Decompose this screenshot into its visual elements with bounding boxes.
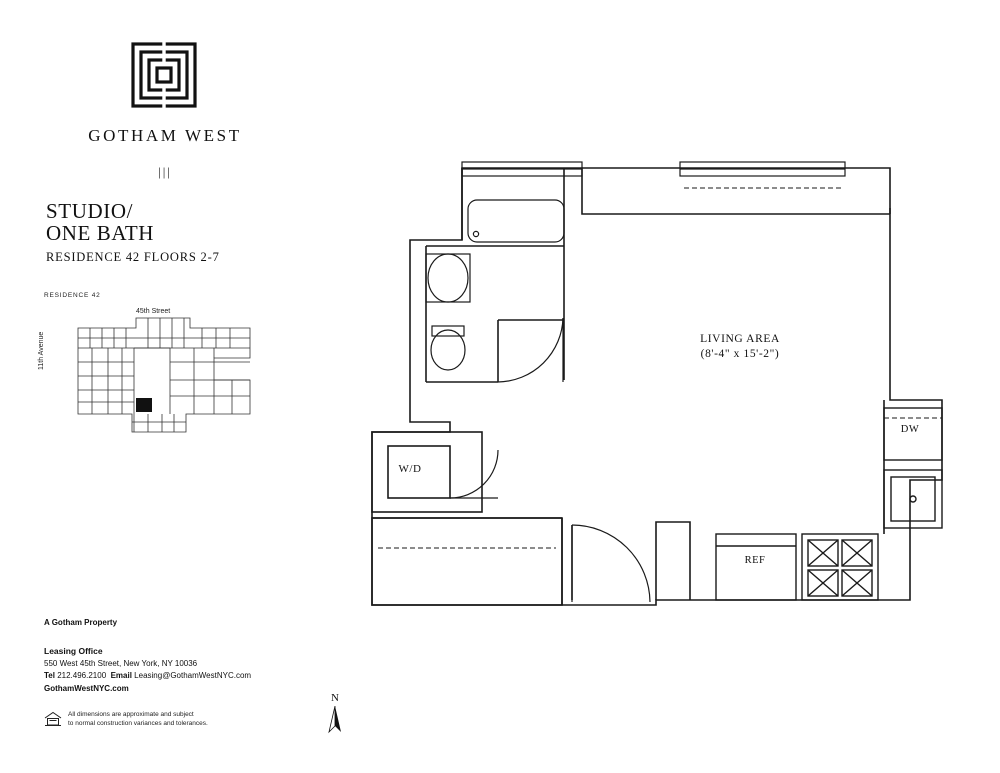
website-link[interactable]: GothamWestNYC.com xyxy=(44,683,129,693)
brand-name: GOTHAM WEST xyxy=(88,126,242,145)
key-plan-title: RESIDENCE 42 xyxy=(44,292,101,299)
unit-type-line1: STUDIO/ xyxy=(46,199,134,223)
property-note: A Gotham Property xyxy=(44,618,118,627)
key-plan-diagram xyxy=(74,314,274,444)
disclaimer-line1: All dimensions are approximate and subject xyxy=(68,711,194,718)
key-plan-unit-highlight xyxy=(136,398,152,412)
key-plan-avenue-label: 11th Avenue xyxy=(38,331,45,370)
divider-mark: ||| xyxy=(158,164,172,179)
dishwasher-label: DW xyxy=(900,424,920,435)
tel-value: 212.496.2100 xyxy=(57,671,107,680)
unit-type-line2: ONE BATH xyxy=(46,221,155,245)
living-area-title: LIVING AREA xyxy=(700,333,780,345)
key-plan-street-label: 45th Street xyxy=(136,308,171,315)
tel-label: Tel xyxy=(44,671,55,680)
leasing-address: 550 West 45th Street, New York, NY 10036 xyxy=(44,658,198,668)
refrigerator-label: REF xyxy=(744,555,766,566)
leasing-office-block xyxy=(44,645,251,695)
leasing-office-header: Leasing Office xyxy=(44,646,103,656)
washer-dryer-label: W/D xyxy=(398,463,422,475)
compass xyxy=(318,692,352,734)
email-label: Email xyxy=(110,671,132,680)
unit-type xyxy=(46,200,154,244)
floor-plan-drawing xyxy=(350,150,980,630)
equal-housing-opportunity-icon xyxy=(44,711,62,727)
nested-squares-logo-icon xyxy=(131,42,197,108)
living-area-dimensions: (8'-4" x 15'-2") xyxy=(700,348,780,360)
residence-floors-label: RESIDENCE 42 FLOORS 2-7 xyxy=(46,250,220,264)
living-area-label xyxy=(650,332,830,362)
north-arrow-icon xyxy=(325,706,345,734)
compass-label: N xyxy=(331,692,339,704)
key-plan xyxy=(38,292,274,457)
disclaimer-line2: to normal construction variances and tolerances. xyxy=(68,720,208,727)
disclaimer-block xyxy=(44,710,264,728)
email-value[interactable]: Leasing@GothamWestNYC.com xyxy=(134,671,252,680)
